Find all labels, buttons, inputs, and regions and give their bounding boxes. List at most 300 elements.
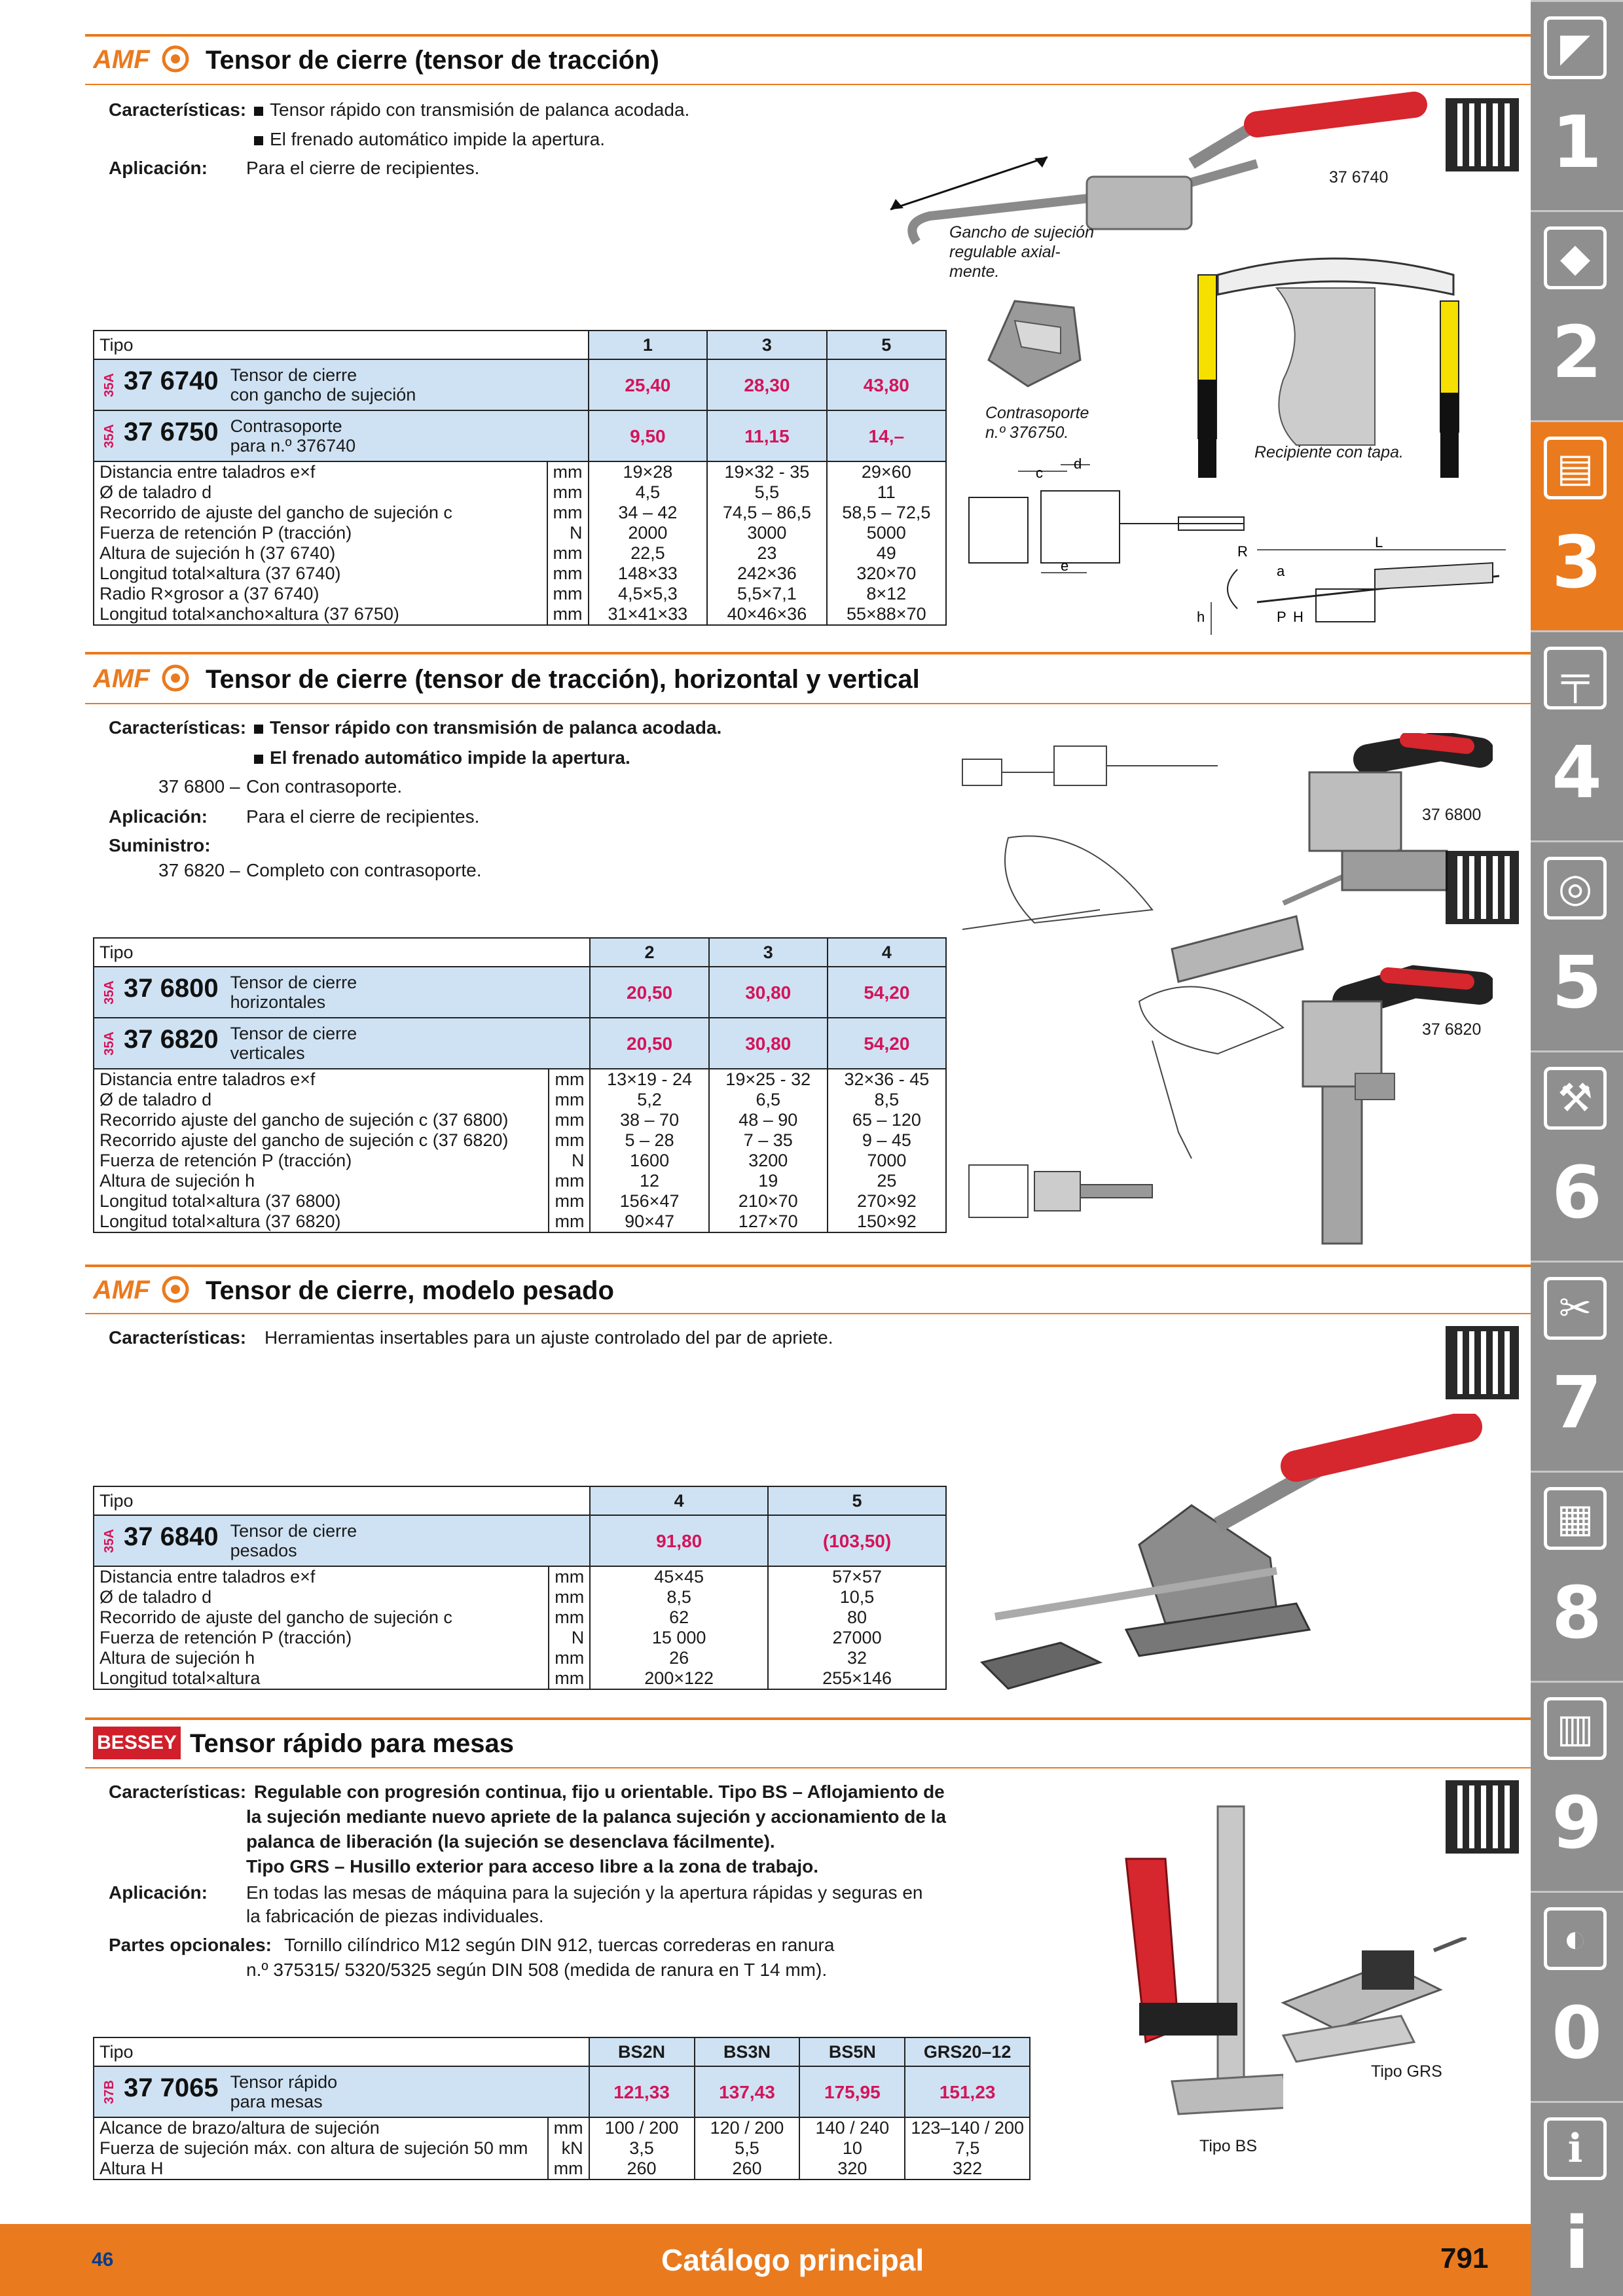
category-code: 35A (102, 423, 117, 448)
spec-value: 48 – 90 (709, 1110, 828, 1130)
caption-support-line2: n.º 376750. (985, 423, 1069, 442)
article-number: 37 6820 (124, 1025, 219, 1054)
spec-unit: mm (549, 1587, 590, 1607)
spec-label: Altura H (94, 2159, 548, 2179)
amf-logo (93, 662, 191, 694)
caption-hook-line3: mente. (949, 262, 1000, 281)
chapter-number: 1 (1552, 100, 1602, 184)
type-column-header: BS3N (695, 2037, 800, 2066)
price-cell: 54,20 (828, 1018, 946, 1069)
cabinet-icon: ▥ (1544, 1697, 1607, 1760)
spec-row (94, 543, 946, 564)
article-row (94, 967, 946, 1018)
spec-label: Recorrido de ajuste del gancho de sujeción c (94, 503, 547, 523)
article-row (94, 1515, 946, 1566)
spec-unit: mm (549, 1090, 590, 1110)
spec-value: 11 (827, 482, 946, 503)
dim-e: e (1061, 558, 1069, 574)
spec-row (94, 1668, 946, 1689)
spec-value: 5,5×7,1 (707, 584, 826, 604)
article-number: 37 6800 (124, 974, 219, 1003)
spec-value: 3000 (707, 523, 826, 543)
dim-c: c (1036, 465, 1043, 481)
spec-label: Fuerza de retención P (tracción) (94, 1628, 549, 1648)
spec-row (94, 584, 946, 604)
chapter-number: 7 (1552, 1361, 1602, 1444)
price-cell: 11,15 (707, 410, 826, 461)
features-line: palanca de liberación (la sujeción se desenclava fácilmente). (246, 1831, 775, 1852)
article-description: Tensor de cierre verticales (230, 1024, 357, 1063)
type-column-header: 2 (590, 938, 708, 967)
optional-parts-label: Partes opcionales: (109, 1935, 272, 1955)
spec-value: 322 (905, 2159, 1030, 2179)
chapter-tab-4[interactable] (1531, 630, 1623, 840)
dim-d: d (1074, 458, 1082, 472)
spec-unit: N (549, 1628, 590, 1648)
spec-row (94, 1628, 946, 1648)
spec-value: 100 / 200 (589, 2117, 695, 2138)
table-clamp-grs-photo (1270, 1937, 1467, 2068)
spec-row (94, 2138, 1030, 2159)
caption-support-line1: Contrasoporte (985, 404, 1089, 422)
application-label: Aplicación: (109, 806, 208, 827)
spec-label: Ø de taladro d (94, 1090, 549, 1110)
spec-value: 200×122 (590, 1668, 768, 1689)
spec-value: 320×70 (827, 564, 946, 584)
features-label: Características: (109, 1327, 247, 1348)
reference-text: Con contrasoporte. (246, 776, 403, 797)
dim-H: H (1293, 609, 1304, 625)
category-code: 35A (102, 372, 117, 397)
spec-value: 32 (768, 1648, 946, 1668)
price-cell: 175,95 (799, 2066, 905, 2117)
article-number: 37 6750 (124, 418, 219, 447)
application-label: Aplicación: (109, 1882, 208, 1903)
reference-number: 37 6820 – (158, 860, 240, 880)
spec-value: 57×57 (768, 1566, 946, 1587)
qr-code (1446, 1780, 1519, 1854)
spec-row (94, 523, 946, 543)
bullet-icon (254, 136, 263, 145)
spec-value: 58,5 – 72,5 (827, 503, 946, 523)
svg-text:AMF: AMF (93, 1276, 150, 1304)
spec-label: Longitud total×ancho×altura (37 6750) (94, 604, 547, 625)
price-cell: 30,80 (709, 967, 828, 1018)
spec-row (94, 1069, 946, 1090)
price-cell: 20,50 (590, 967, 708, 1018)
price-cell: 91,80 (590, 1515, 768, 1566)
section-divider (85, 1265, 1531, 1267)
section-title: Tensor de cierre, modelo pesado (206, 1276, 614, 1305)
price-cell: 20,50 (590, 1018, 708, 1069)
caption-hook-line2: regulable axial- (949, 243, 1061, 261)
optional-parts-line: n.º 375315/ 5320/5325 según DIN 508 (medida de ranura en T 14 mm). (246, 1960, 828, 1980)
spec-unit: mm (549, 1130, 590, 1151)
application-line: la fabricación de piezas individuales. (246, 1906, 544, 1926)
spec-row (94, 564, 946, 584)
qr-code (1446, 851, 1519, 924)
chapter-tab-7[interactable] (1531, 1261, 1623, 1471)
price-cell: 43,80 (827, 359, 946, 410)
price-cell: 137,43 (695, 2066, 800, 2117)
price-cell: 54,20 (828, 967, 946, 1018)
chapter-tab-8[interactable] (1531, 1471, 1623, 1681)
category-code: 37B (102, 2079, 117, 2104)
spec-value: 5000 (827, 523, 946, 543)
tipo-header: Tipo (94, 331, 589, 359)
application-text: Para el cierre de recipientes. (246, 158, 480, 178)
spec-value: 19 (709, 1171, 828, 1191)
feature-item: El frenado automático impide la apertura. (254, 745, 630, 771)
chapter-tab-2[interactable] (1531, 210, 1623, 420)
spec-value: 19×25 - 32 (709, 1069, 828, 1090)
spec-value: 270×92 (828, 1191, 946, 1211)
spec-table-376840 (93, 1486, 947, 1690)
spec-row (94, 1587, 946, 1607)
article-cell (94, 967, 590, 1018)
chapter-number: 9 (1552, 1781, 1602, 1865)
caption-hook-line1: Gancho de sujeción (949, 223, 1094, 242)
spec-value: 5,5 (695, 2138, 800, 2159)
article-description: Tensor de cierre con gancho de sujeción (230, 365, 416, 404)
spec-value: 2000 (589, 523, 708, 543)
spec-value: 148×33 (589, 564, 708, 584)
spec-unit: mm (547, 584, 589, 604)
spec-value: 13×19 - 24 (590, 1069, 708, 1090)
spec-table-376740 (93, 330, 947, 626)
spec-row (94, 1566, 946, 1587)
chapter-tab-6[interactable] (1531, 1050, 1623, 1261)
spec-value: 5 – 28 (590, 1130, 708, 1151)
bullet-icon (254, 725, 263, 734)
spec-value: 140 / 240 (799, 2117, 905, 2138)
bullet-icon (254, 107, 263, 116)
spec-label: Longitud total×altura (94, 1668, 549, 1689)
spec-value: 1600 (590, 1151, 708, 1171)
spec-label: Radio R×grosor a (37 6740) (94, 584, 547, 604)
features-text: Herramientas insertables para un ajuste controlado del par de apriete. (264, 1327, 833, 1348)
spec-label: Recorrido ajuste del gancho de sujeción c (37 6820) (94, 1130, 549, 1151)
chapter-number: 8 (1552, 1571, 1602, 1655)
spec-row (94, 482, 946, 503)
catalog-title: Catálogo principal (661, 2243, 924, 2277)
features-line: Regulable con progresión continua, fijo u orientable. Tipo BS – Aflojamiento de (254, 1782, 945, 1802)
spec-value: 8,5 (828, 1090, 946, 1110)
section-divider (85, 1767, 1531, 1768)
tipo-header: Tipo (94, 2037, 589, 2066)
product-label: 37 6820 (1422, 1020, 1482, 1039)
technical-drawing-376820 (956, 1132, 1165, 1250)
spec-unit: mm (549, 1110, 590, 1130)
spec-label: Longitud total×altura (37 6740) (94, 564, 547, 584)
chapter-number: 6 (1552, 1151, 1602, 1234)
saw-blade-icon: ◎ (1544, 857, 1607, 920)
spec-label: Distancia entre taladros e×f (94, 1566, 549, 1587)
spec-value: 31×41×33 (589, 604, 708, 625)
optional-parts-line: Tornillo cilíndrico M12 según DIN 912, tuercas correderas en ranura (284, 1935, 835, 1955)
type-column-header: 4 (828, 938, 946, 967)
spec-row (94, 1090, 946, 1110)
chapter-tab-5[interactable] (1531, 840, 1623, 1050)
spec-label: Fuerza de retención P (tracción) (94, 523, 547, 543)
application-label: Aplicación: (109, 158, 208, 178)
spec-value: 45×45 (590, 1566, 768, 1587)
price-cell: 25,40 (589, 359, 708, 410)
type-column-header: BS5N (799, 2037, 905, 2066)
spec-unit: N (547, 523, 589, 543)
spec-value: 49 (827, 543, 946, 564)
spec-unit: kN (548, 2138, 589, 2159)
spec-label: Fuerza de retención P (tracción) (94, 1151, 549, 1171)
spec-label: Recorrido de ajuste del gancho de sujeción c (94, 1607, 549, 1628)
spec-row (94, 1130, 946, 1151)
article-row (94, 1018, 946, 1069)
spec-value: 5,2 (590, 1090, 708, 1110)
section-title: Tensor de cierre (tensor de tracción), horizontal y vertical (206, 665, 920, 694)
section-title: Tensor de cierre (tensor de tracción) (206, 46, 659, 75)
chapter-number: 3 (1552, 520, 1602, 604)
article-cell (94, 1515, 590, 1566)
feature-item: Tensor rápido con transmisión de palanca acodada. (254, 715, 721, 741)
features-label: Características: (109, 1782, 247, 1802)
spec-row (94, 1648, 946, 1668)
section-divider (85, 34, 1531, 37)
spec-value: 7,5 (905, 2138, 1030, 2159)
dim-h: h (1197, 609, 1205, 625)
drill-bit-icon: ◤ (1544, 16, 1607, 79)
spec-value: 120 / 200 (695, 2117, 800, 2138)
price-cell: 28,30 (707, 359, 826, 410)
article-number: 37 6740 (124, 367, 219, 396)
chapter-tab-i[interactable] (1531, 2101, 1623, 2296)
spec-value: 65 – 120 (828, 1110, 946, 1130)
spec-value: 156×47 (590, 1191, 708, 1211)
caption-type-grs: Tipo GRS (1371, 2062, 1442, 2081)
spec-label: Altura de sujeción h (37 6740) (94, 543, 547, 564)
spec-value: 123–140 / 200 (905, 2117, 1030, 2138)
spec-value: 8×12 (827, 584, 946, 604)
spec-unit: mm (547, 461, 589, 482)
spec-value: 260 (695, 2159, 800, 2179)
chapter-tab-0[interactable] (1531, 1891, 1623, 2101)
price-cell: 151,23 (905, 2066, 1030, 2117)
section-title: Tensor rápido para mesas (190, 1729, 514, 1758)
spec-unit: mm (547, 564, 589, 584)
supply-label: Suministro: (109, 835, 211, 855)
features-line: Tipo GRS – Husillo exterior para acceso libre a la zona de trabajo. (246, 1856, 818, 1876)
spec-unit: mm (547, 482, 589, 503)
spec-unit: mm (549, 1069, 590, 1090)
qr-code (1446, 98, 1519, 171)
clamp-376840-photo (969, 1414, 1493, 1695)
spec-unit: mm (547, 503, 589, 523)
spec-value: 7 – 35 (709, 1130, 828, 1151)
section-divider (85, 1717, 1531, 1720)
spec-label: Ø de taladro d (94, 482, 547, 503)
spec-row (94, 604, 946, 625)
spec-value: 25 (828, 1171, 946, 1191)
svg-text:AMF: AMF (93, 664, 150, 693)
spec-value: 27000 (768, 1628, 946, 1648)
article-description: Tensor rápido para mesas (230, 2072, 338, 2111)
spec-value: 55×88×70 (827, 604, 946, 625)
section-divider (85, 84, 1531, 85)
spec-value: 150×92 (828, 1211, 946, 1232)
spec-unit: mm (549, 1171, 590, 1191)
spec-value: 7000 (828, 1151, 946, 1171)
tool-set-icon: ▦ (1544, 1487, 1607, 1550)
info-icon: ℹ (1544, 2117, 1607, 2180)
chapter-number: 4 (1552, 730, 1602, 814)
page-number-right: 791 (1440, 2242, 1489, 2274)
spec-unit: mm (549, 1668, 590, 1689)
bullet-icon (254, 755, 263, 764)
spec-table-376800 (93, 937, 947, 1233)
spec-value: 19×28 (589, 461, 708, 482)
section-divider (85, 652, 1531, 655)
spec-unit: N (549, 1151, 590, 1171)
clamp-376820-photo (1283, 962, 1493, 1263)
spec-value: 3200 (709, 1151, 828, 1171)
spec-value: 10 (799, 2138, 905, 2159)
feature-item: Tensor rápido con transmisión de palanca acodada. (254, 97, 689, 123)
caption-type-bs: Tipo BS (1199, 2137, 1258, 2155)
spec-label: Fuerza de sujeción máx. con altura de sujeción 50 mm (94, 2138, 548, 2159)
article-cell (94, 359, 589, 410)
article-number: 37 6840 (124, 1522, 219, 1552)
application-text: Para el cierre de recipientes. (246, 806, 480, 827)
chapter-number: 2 (1552, 310, 1602, 394)
spec-row (94, 461, 946, 482)
article-row (94, 410, 946, 461)
features-label: Características: (109, 717, 247, 738)
spec-unit: mm (549, 1191, 590, 1211)
spec-value: 74,5 – 86,5 (707, 503, 826, 523)
price-cell: (103,50) (768, 1515, 946, 1566)
spec-unit: mm (549, 1211, 590, 1232)
spec-label: Altura de sujeción h (94, 1171, 549, 1191)
tipo-header: Tipo (94, 1486, 590, 1515)
spec-value: 29×60 (827, 461, 946, 482)
technical-drawing-side-view (1192, 537, 1512, 641)
features-line: la sujeción mediante nuevo apriete de la palanca sujeción y accionamiento de la (246, 1806, 947, 1827)
dim-R: R (1237, 543, 1248, 560)
spec-label: Longitud total×altura (37 6820) (94, 1211, 549, 1232)
spec-value: 5,5 (707, 482, 826, 503)
chapter-tab-9[interactable] (1531, 1681, 1623, 1891)
spec-row (94, 1191, 946, 1211)
spec-value: 62 (590, 1607, 768, 1628)
article-cell (94, 1018, 590, 1069)
spec-value: 320 (799, 2159, 905, 2179)
category-code: 35A (102, 1031, 117, 1056)
spec-row (94, 1171, 946, 1191)
article-description: Tensor de cierre horizontales (230, 973, 357, 1012)
spec-row (94, 2159, 1030, 2179)
features-label: Características: (109, 99, 247, 120)
spec-table-377065 (93, 2037, 1030, 2180)
bessey-logo: BESSEY (93, 1727, 181, 1759)
spec-row (94, 1110, 946, 1130)
dim-a: a (1277, 563, 1285, 579)
technical-drawing-376800 (956, 726, 1231, 805)
container-drawing-376800 (956, 818, 1165, 949)
price-cell: 121,33 (589, 2066, 695, 2117)
spec-row (94, 503, 946, 523)
reference-number: 37 6800 – (158, 776, 240, 797)
wrench-icon: ⚒ (1544, 1067, 1607, 1130)
clamp-icon: ▤ (1544, 437, 1607, 499)
chapter-number: 5 (1552, 941, 1602, 1024)
spec-unit: mm (547, 604, 589, 625)
feature-item: El frenado automático impide la apertura. (254, 126, 605, 152)
insert-tool-icon: ◆ (1544, 226, 1607, 289)
footer-bar (0, 2224, 1531, 2296)
category-code: 35A (102, 1528, 117, 1553)
spec-unit: mm (547, 543, 589, 564)
spec-row (94, 1151, 946, 1171)
spec-unit: mm (549, 1607, 590, 1628)
pliers-icon: ✂ (1544, 1277, 1607, 1340)
article-number: 37 7065 (124, 2073, 219, 2103)
spec-value: 38 – 70 (590, 1110, 708, 1130)
spec-value: 242×36 (707, 564, 826, 584)
spec-value: 19×32 - 35 (707, 461, 826, 482)
spec-value: 15 000 (590, 1628, 768, 1648)
spec-value: 12 (590, 1171, 708, 1191)
spec-row (94, 2117, 1030, 2138)
spec-value: 260 (589, 2159, 695, 2179)
dim-L: L (1375, 537, 1383, 550)
safety-icon: ◐ (1544, 1907, 1607, 1970)
spec-value: 80 (768, 1607, 946, 1628)
article-row (94, 2066, 1030, 2117)
section-divider (85, 703, 1531, 704)
type-column-header: BS2N (589, 2037, 695, 2066)
product-label: 37 6740 (1329, 168, 1389, 187)
qr-code (1446, 1326, 1519, 1399)
caption-container: Recipiente con tapa. (1254, 443, 1404, 461)
spec-label: Longitud total×altura (37 6800) (94, 1191, 549, 1211)
article-cell (94, 2066, 589, 2117)
spec-value: 32×36 - 45 (828, 1069, 946, 1090)
spec-value: 3,5 (589, 2138, 695, 2159)
type-column-header: GRS20–12 (905, 2037, 1030, 2066)
section-divider (85, 1313, 1531, 1314)
table-clamp-bs-photo (1074, 1793, 1283, 2134)
article-cell (94, 410, 589, 461)
spec-unit: mm (549, 1648, 590, 1668)
type-column-header: 3 (709, 938, 828, 967)
amf-logo (93, 1274, 191, 1305)
spec-unit: mm (548, 2159, 589, 2179)
spec-value: 210×70 (709, 1191, 828, 1211)
chapter-tab-3[interactable] (1531, 420, 1623, 630)
spec-value: 26 (590, 1648, 768, 1668)
price-cell: 30,80 (709, 1018, 828, 1069)
spec-label: Ø de taladro d (94, 1587, 549, 1607)
spec-value: 255×146 (768, 1668, 946, 1689)
dim-P: P (1277, 609, 1286, 625)
spec-label: Distancia entre taladros e×f (94, 1069, 549, 1090)
reference-text: Completo con contrasoporte. (246, 860, 482, 880)
spec-value: 90×47 (590, 1211, 708, 1232)
spec-label: Alcance de brazo/altura de sujeción (94, 2117, 548, 2138)
spec-label: Distancia entre taladros e×f (94, 461, 547, 482)
type-column-header: 5 (827, 331, 946, 359)
chapter-tab-1[interactable] (1531, 0, 1623, 210)
caliper-icon: ╤ (1544, 647, 1607, 709)
